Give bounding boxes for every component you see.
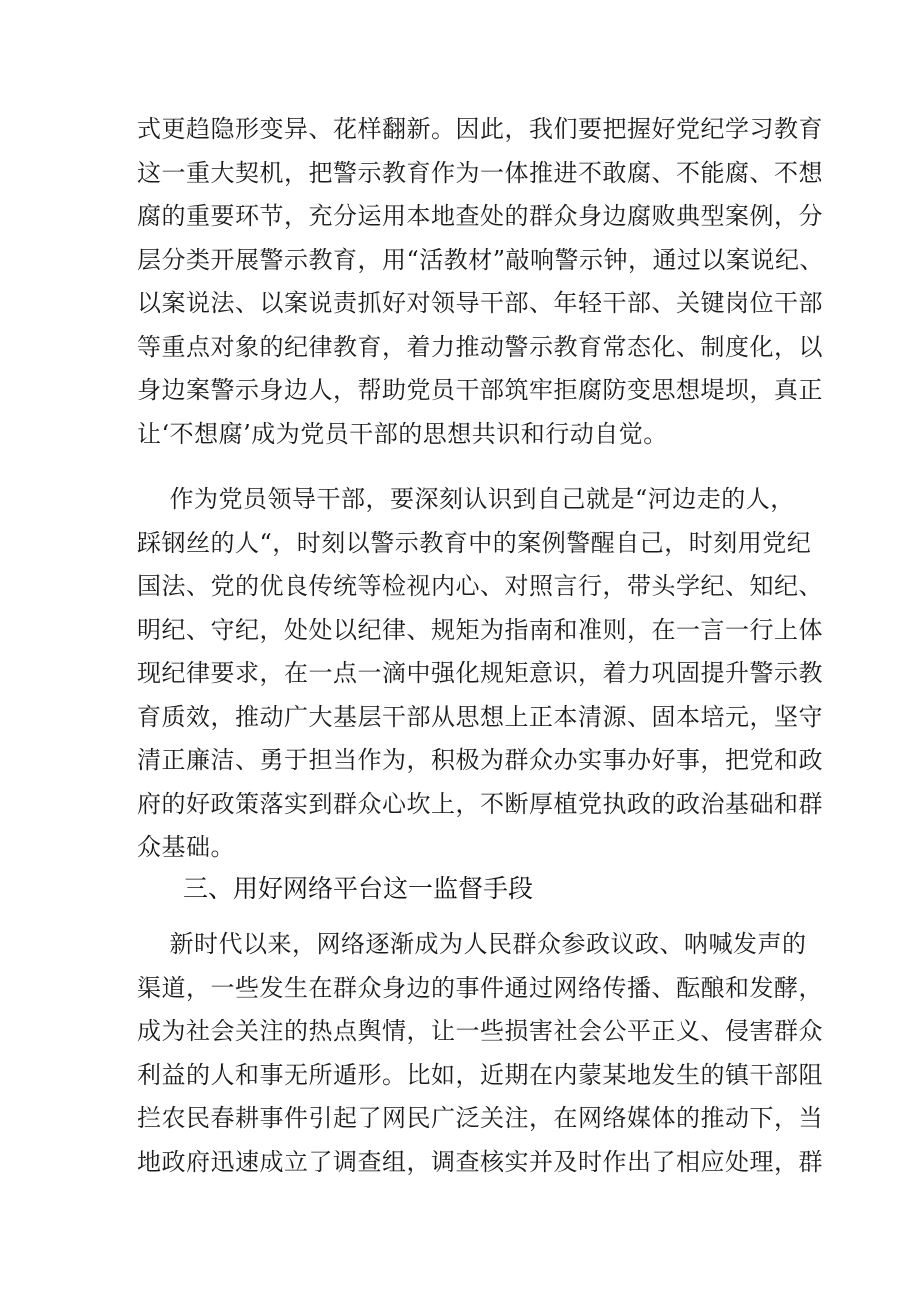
body-paragraph-1 [137, 108, 824, 456]
text-line: 式更趋隐形变异、花样翻新。因此，我们要把握好党纪学习教育 [137, 115, 823, 143]
text-line: 现纪律要求，在一点一滴中强化规矩意识，着力巩固提升警示教 [137, 659, 823, 687]
text-line: 利益的人和事无所遁形。比如，近期在内蒙某地发生的镇干部阻 [137, 1060, 823, 1089]
text-line: 成为社会关注的热点舆情，让一些损害社会公平正义、侵害群众 [137, 1017, 823, 1045]
text-line: 让‘不想腐’成为党员干部的思想共识和行动自觉。 [137, 419, 668, 448]
text-line: 清正廉洁、勇于担当作为，积极为群众办实事办好事，把党和政 [137, 746, 823, 774]
text-line: 这一重大契机，把警示教育作为一体推进不敢腐、不能腐、不想 [137, 158, 823, 187]
text-line: 层分类开展警示教育，用“活教材”敲响警示钟，通过以案说纪、 [137, 245, 825, 274]
body-paragraph-3 [137, 923, 823, 1184]
text-line: 国法、党的优良传统等检视内心、对照言行，带头学纪、知纪、 [137, 572, 823, 600]
text-line: 明纪、守纪，处处以纪律、规矩为指南和准则，在一言一行上体 [137, 615, 823, 644]
text-line: 育质效，推动广大基层干部从思想上正本清源、固本培元，坚守 [137, 702, 823, 731]
text-line: 作为党员领导干部，要深刻认识到自己就是“河边走的人， [137, 485, 795, 513]
text-line: 以案说法、以案说责抓好对领导干部、年轻干部、关键岗位干部 [137, 289, 823, 317]
text-line: 踩钢丝的人“，时刻以警示教育中的案例警醒自己，时刻用党纪 [137, 528, 812, 557]
text-line: 等重点对象的纪律教育，着力推动警示教育常态化、制度化，以 [137, 332, 823, 361]
text-line: 新时代以来，网络逐渐成为人民群众参政议政、呐喊发声的 [137, 930, 807, 958]
text-line: 渠道，一些发生在群众身边的事件通过网络传播、酝酿和发酵， [137, 973, 823, 1002]
text-line: 府的好政策落实到群众心坎上，不断厚植党执政的政治基础和群 [137, 789, 823, 818]
text-line: 身边案警示身边人，帮助党员干部筑牢拒腐防变思想堤坝，真正 [137, 376, 823, 404]
text-line: 拦农民春耕事件引起了网民广泛关注，在网络媒体的推动下，当 [137, 1104, 823, 1132]
text-line: 腐的重要环节，充分运用本地查处的群众身边腐败典型案例，分 [137, 202, 823, 230]
body-paragraph-2 [137, 478, 823, 870]
text-line: 地政府迅速成立了调查组，调查核实并及时作出了相应处理，群 [137, 1147, 823, 1176]
text-line: 众基础。 [137, 833, 235, 861]
section-heading: 三、用好网络平台这一监督手段 [183, 874, 534, 903]
